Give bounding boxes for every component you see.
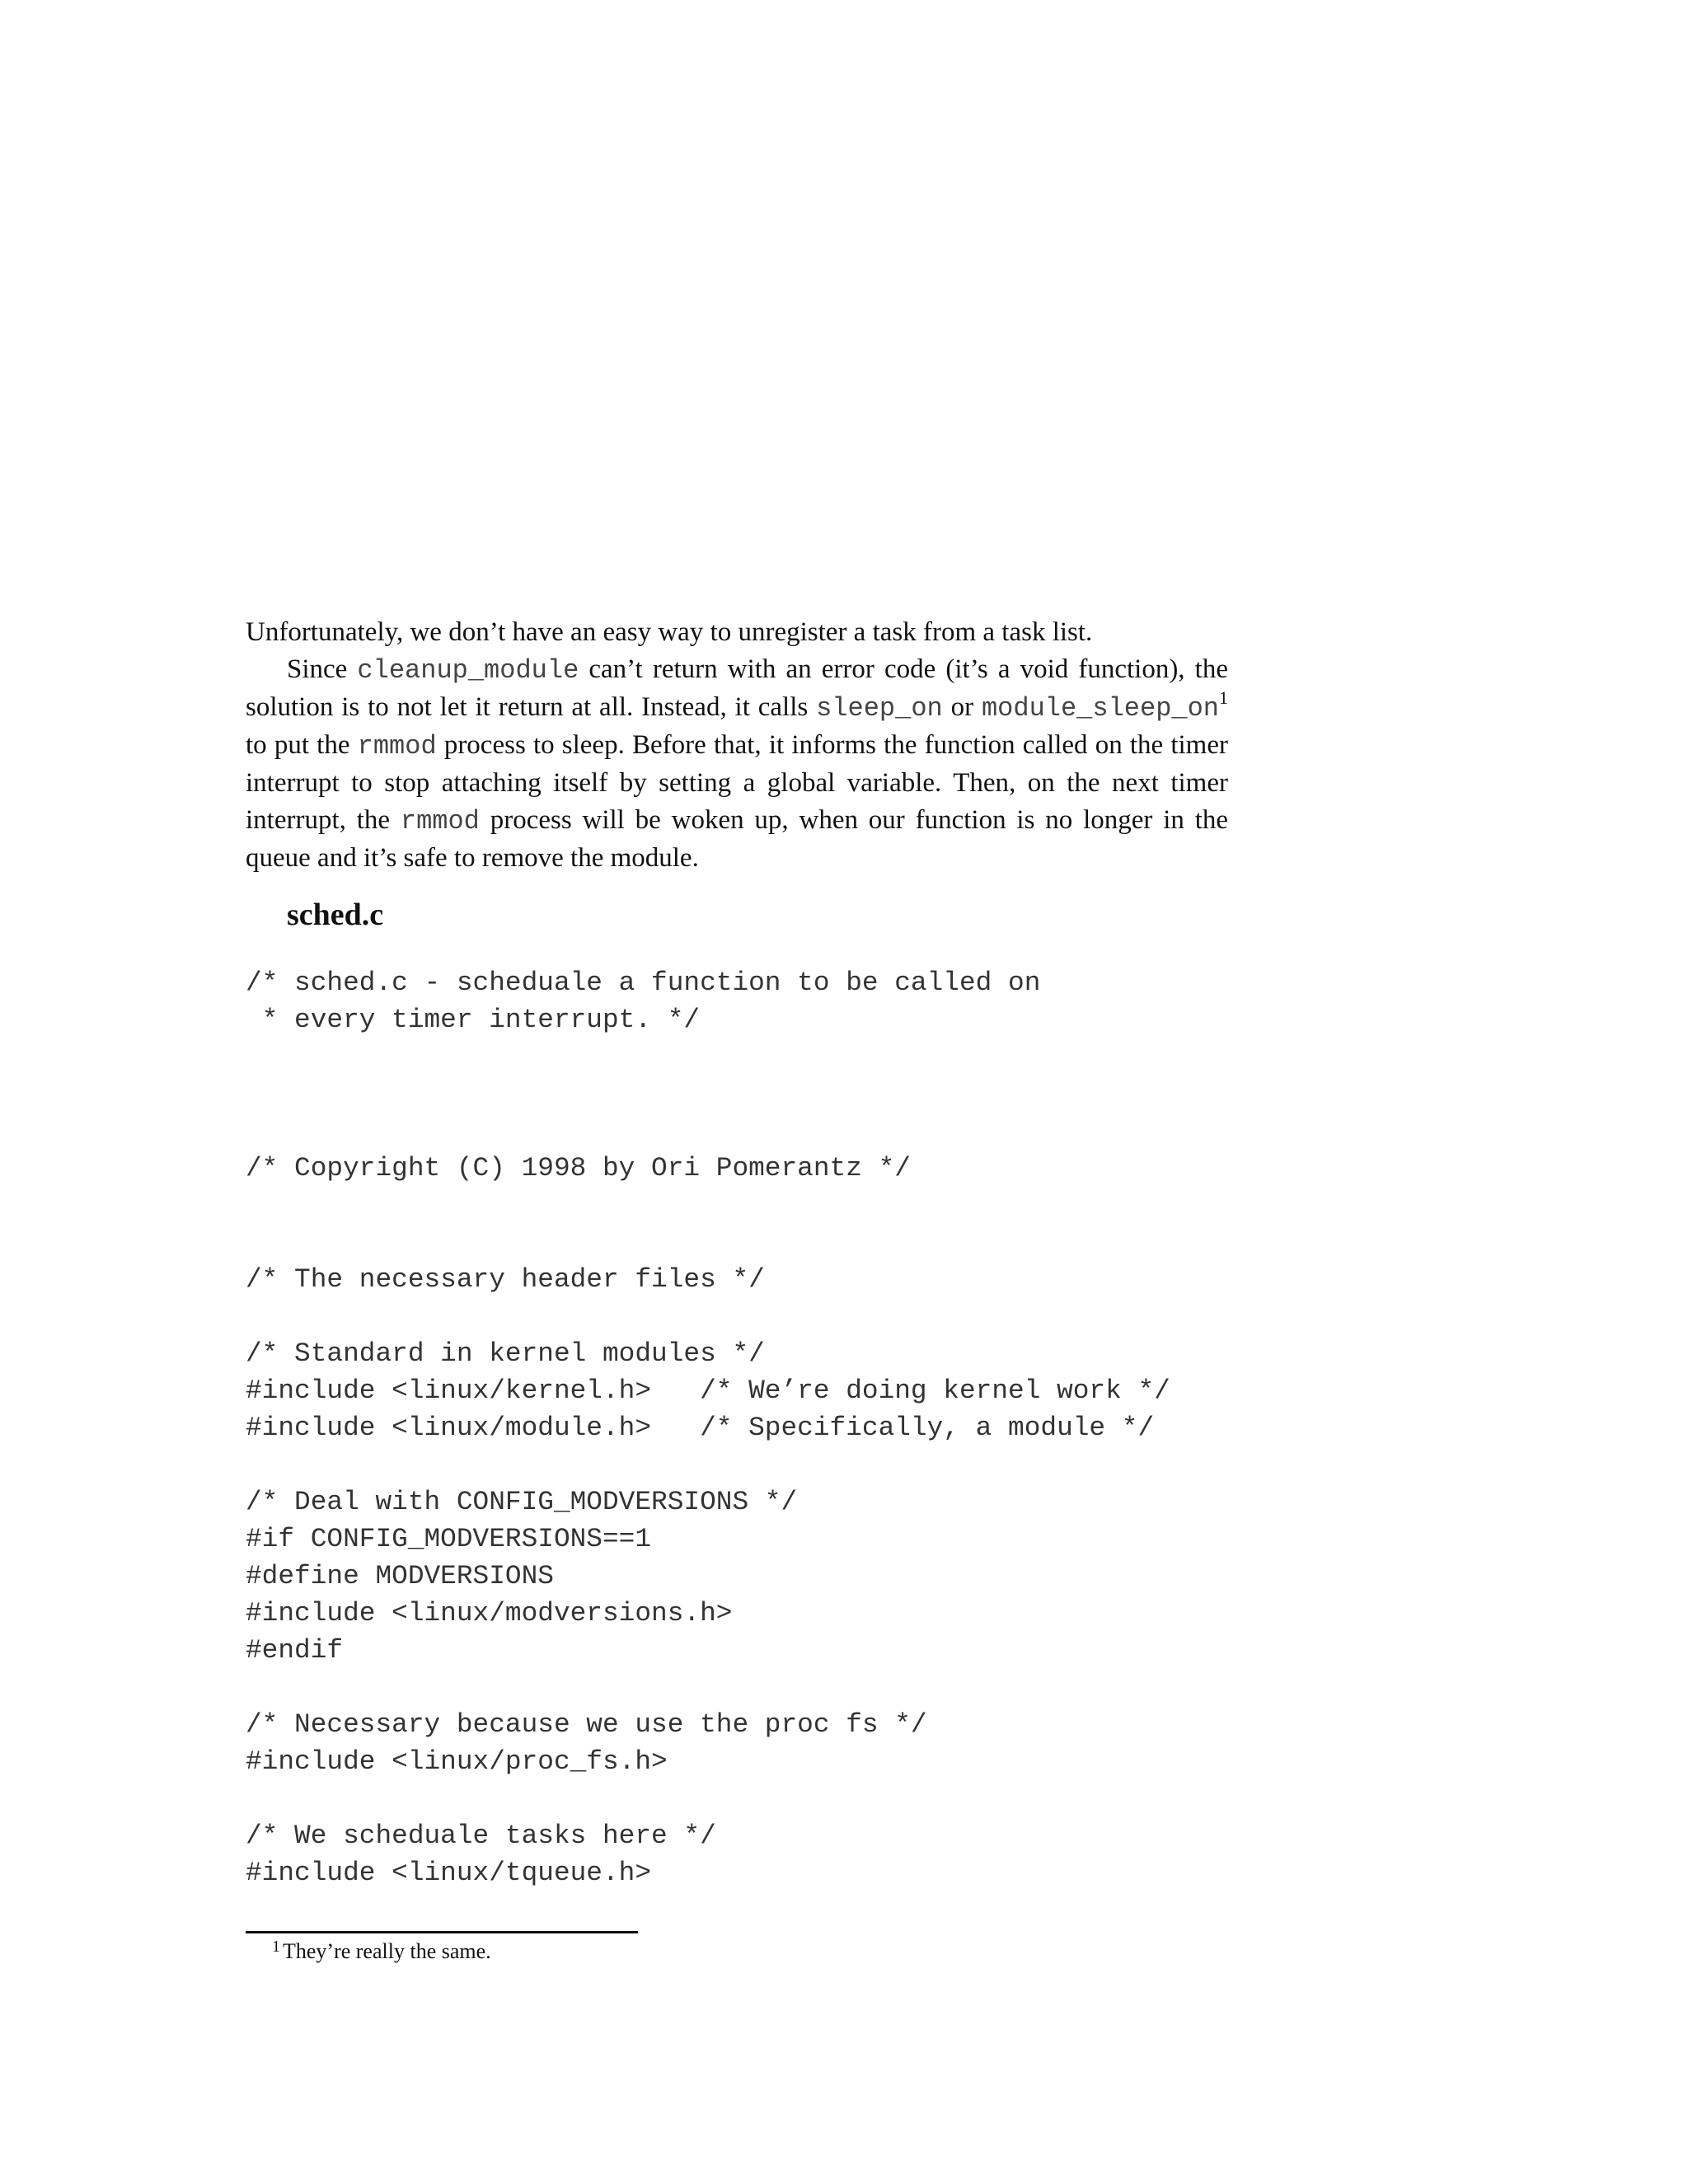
code-line: #define MODVERSIONS (246, 1561, 554, 1591)
text-run: can’t return with an error code (it’s a void function), the solution is to not let it return at all. Instead, it calls (246, 654, 1228, 722)
paragraph-unregister: Unfortunately, we don’t have an easy way to unregister a task from a task list. (246, 617, 1093, 647)
code-line: /* Copyright (C) 1998 by Ori Pomerantz */ (246, 1153, 911, 1183)
footnote (272, 1937, 491, 1966)
footnote-divider (246, 1931, 638, 1933)
footnote-mark: 1 (272, 1938, 280, 1956)
code-line (246, 1038, 1170, 1076)
text-run: process will be woken up, when our function is no longer in the queue and it’s safe to remove the module. (246, 805, 1229, 873)
code-module-sleep-on: module_sleep_on (981, 693, 1219, 724)
code-rmmod: rmmod (357, 731, 437, 762)
code-line: #if CONFIG_MODVERSIONS==1 (246, 1524, 652, 1554)
code-line (246, 1446, 1170, 1483)
code-line (246, 1224, 1170, 1261)
section-title: sched.c (287, 898, 384, 932)
text-run: Since (287, 654, 358, 684)
paragraph-cleanup-explanation (246, 651, 1228, 877)
code-line: /* We scheduale tasks here */ (246, 1821, 716, 1851)
footnote-text: They’re really the same. (283, 1939, 491, 1963)
code-rmmod: rmmod (400, 806, 480, 837)
code-line (246, 1780, 1170, 1817)
text-run: process to sleep. Before that, it informs the function called on the timer interrupt to stop attaching itself by setting a global variable. Then, on the next timer interrupt, the (246, 730, 1228, 835)
code-line: /* The necessary header files */ (246, 1264, 765, 1295)
code-line: /* sched.c - scheduale a function to be called on (246, 968, 1041, 998)
code-line: #include <linux/tqueue.h> (246, 1858, 652, 1888)
code-listing (246, 964, 1170, 1891)
body-text (246, 614, 1228, 877)
code-line (246, 1298, 1170, 1335)
code-line: #include <linux/kernel.h> /* We’re doing kernel work */ (246, 1376, 1170, 1406)
code-line (246, 1113, 1170, 1150)
code-line: #include <linux/modversions.h> (246, 1598, 733, 1629)
code-line: /* Deal with CONFIG_MODVERSIONS */ (246, 1487, 798, 1517)
code-line: #endif (246, 1635, 344, 1666)
code-line: #include <linux/module.h> /* Specifically, a module */ (246, 1413, 1155, 1443)
code-line: /* Standard in kernel modules */ (246, 1338, 765, 1369)
code-line (246, 1669, 1170, 1706)
code-sleep-on: sleep_on (816, 693, 943, 724)
code-cleanup-module: cleanup_module (357, 655, 579, 686)
code-line: /* Necessary because we use the proc fs */ (246, 1709, 927, 1740)
code-line: * every timer interrupt. */ (246, 1005, 701, 1035)
code-line: #include <linux/proc_fs.h> (246, 1746, 668, 1777)
code-line (246, 1187, 1170, 1224)
code-line (246, 1076, 1170, 1113)
footnote-reference[interactable]: 1 (1219, 687, 1228, 708)
text-run: to put the (246, 730, 358, 760)
text-run: or (942, 692, 982, 722)
